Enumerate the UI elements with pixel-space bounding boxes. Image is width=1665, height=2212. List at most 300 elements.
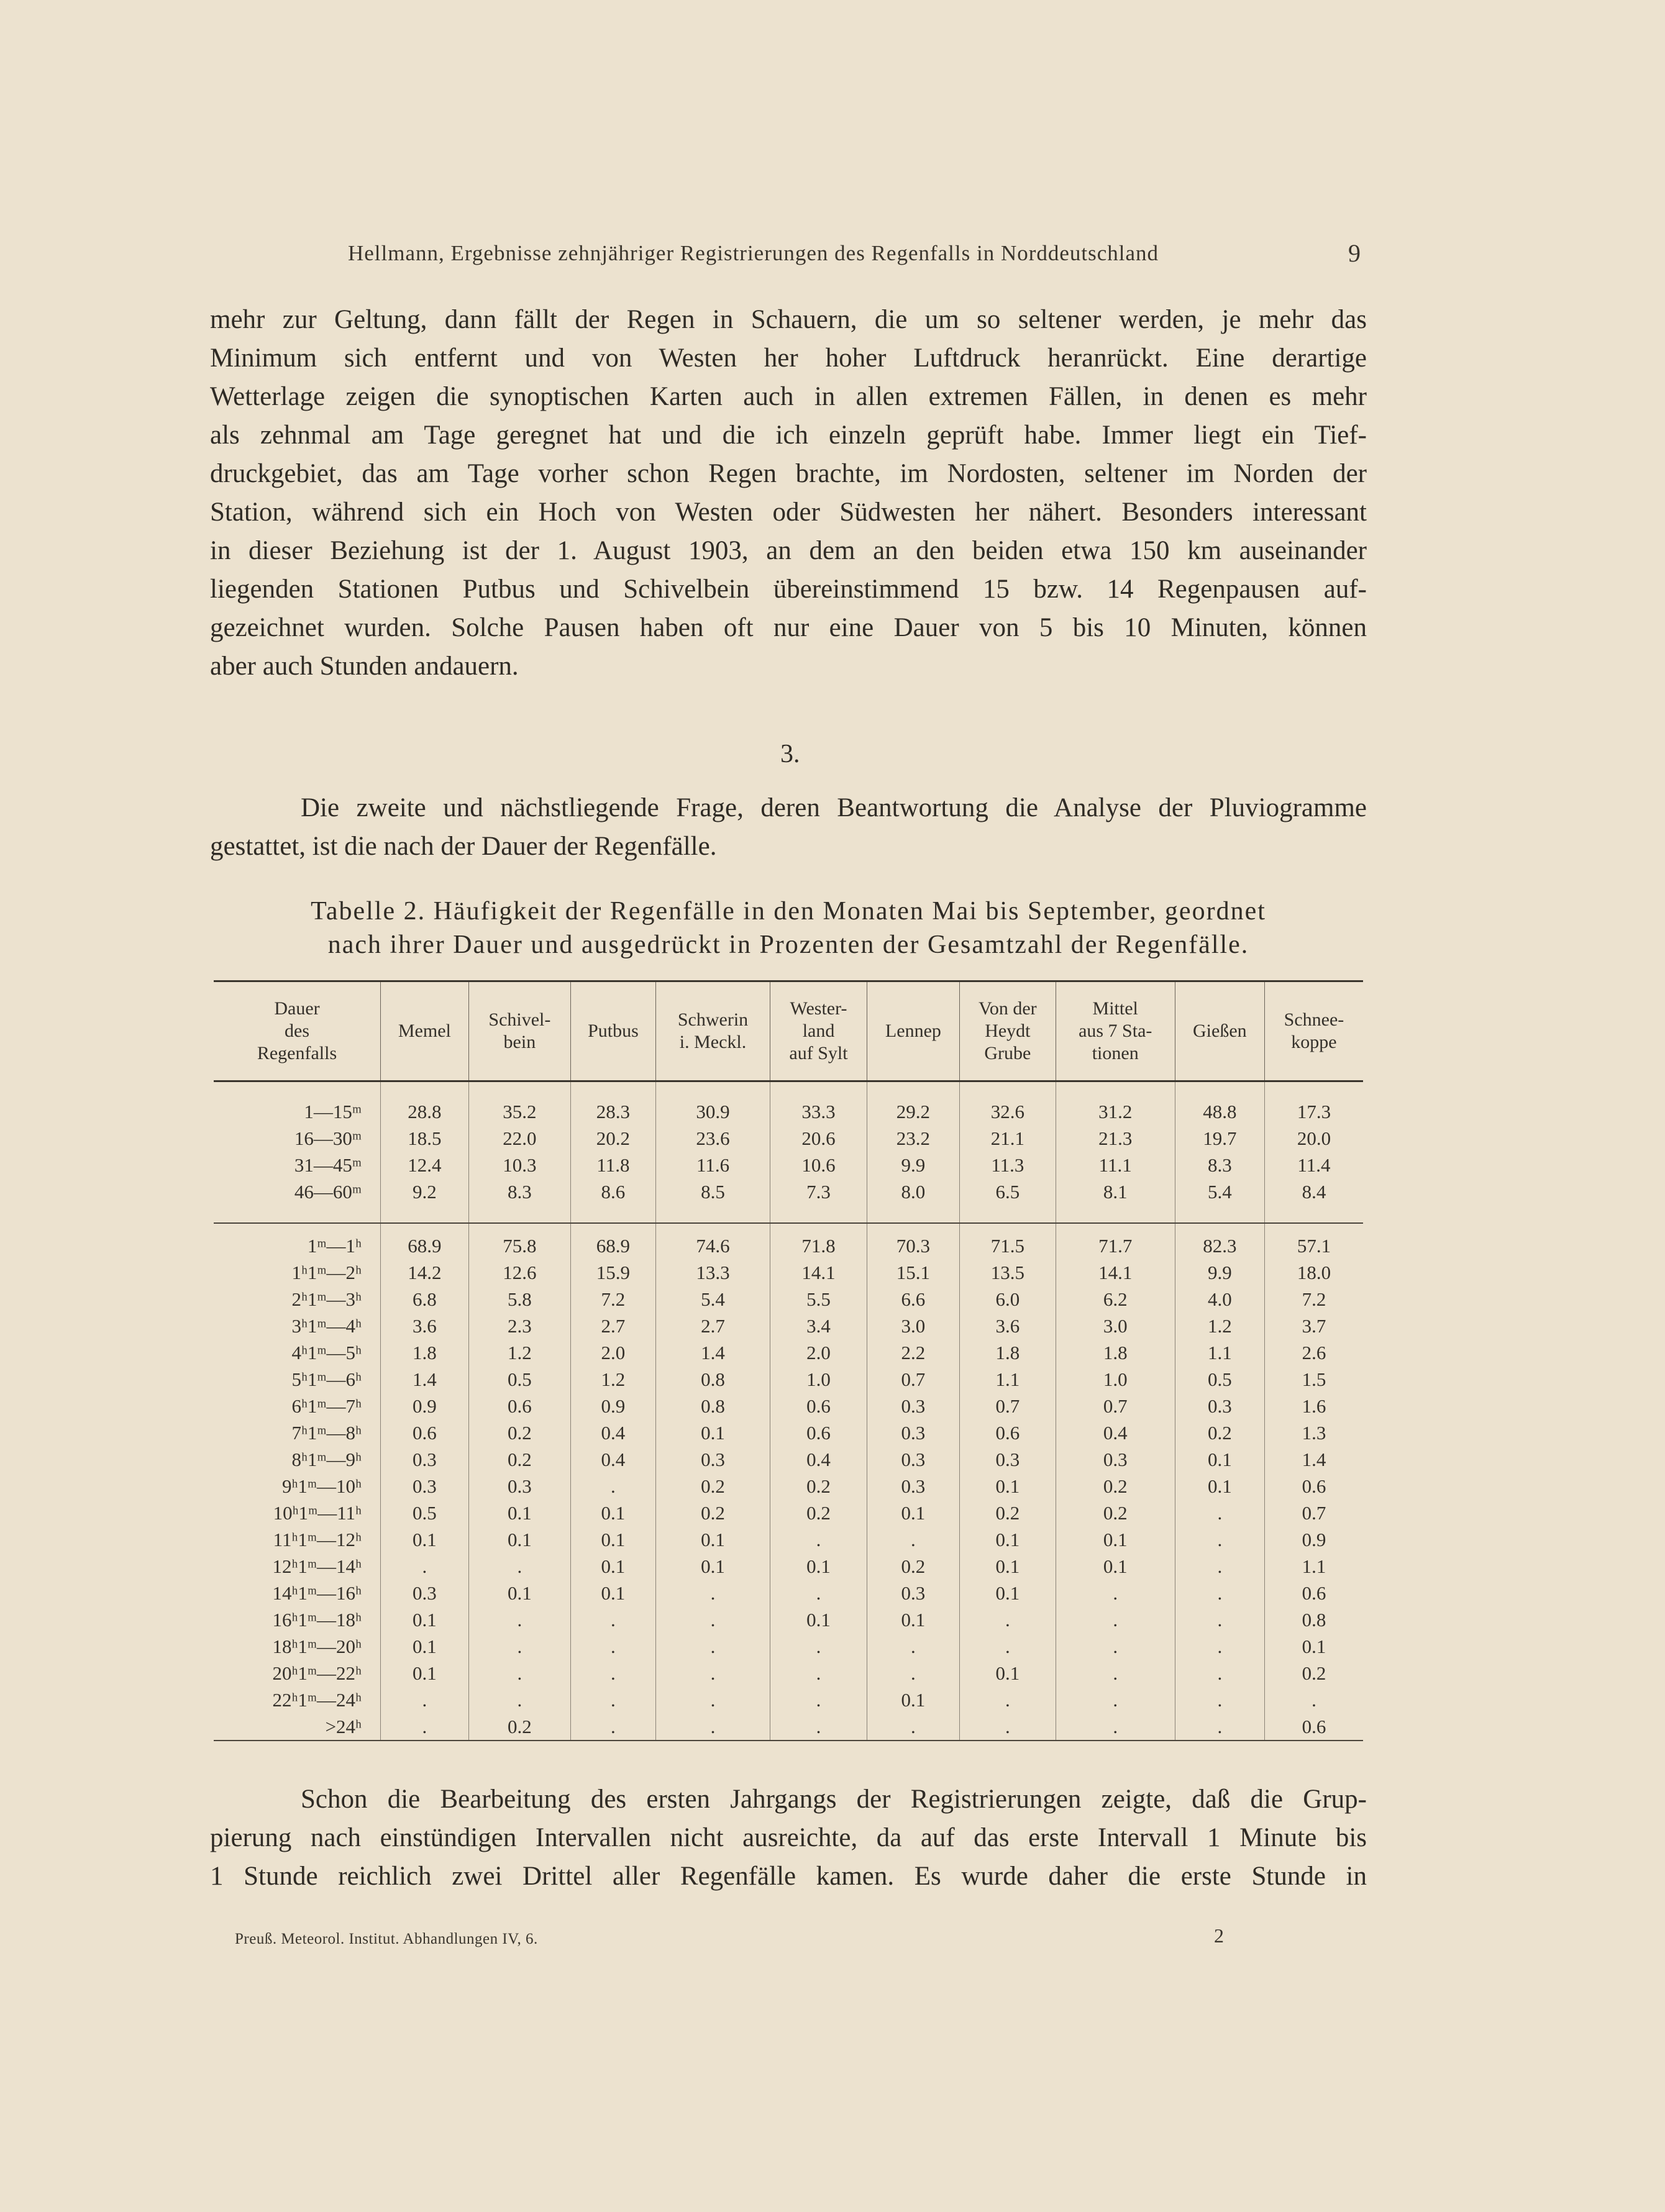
value-cell: 0.2 [1056,1500,1175,1526]
value-cell: 11.6 [655,1152,770,1178]
value-cell: 71.7 [1056,1232,1175,1259]
value-cell: 71.8 [770,1232,867,1259]
duration-cell: 11ʰ1ᵐ—12ʰ [273,1529,362,1550]
value-cell: 2.7 [571,1313,656,1339]
value-cell: 0.7 [867,1366,959,1393]
value-cell: 0.2 [770,1473,867,1500]
value-cell: 5.5 [770,1286,867,1313]
column-header-line: aus 7 Sta- [1079,1021,1152,1041]
section-number: 3. [780,740,800,768]
duration-cell: 7ʰ1ᵐ—8ʰ [291,1422,362,1444]
column-header-line: i. Meckl. [679,1032,747,1052]
value-cell: . [468,1633,570,1660]
value-cell: 0.1 [1175,1446,1264,1473]
value-cell: 0.9 [381,1393,469,1419]
paragraph-1 [210,301,1367,686]
duration-cell: 6ʰ1ᵐ—7ʰ [291,1395,362,1417]
table-row [214,1125,1363,1152]
value-cell: 23.2 [867,1125,959,1152]
table-row [214,1633,1363,1660]
column-header [960,981,1056,1081]
column-header-line: Grube [984,1043,1031,1063]
value-cell: 0.3 [381,1580,469,1606]
table-row [214,1286,1363,1313]
value-cell: . [960,1633,1056,1660]
duration-cell: >24ʰ [214,1713,381,1741]
value-cell: 0.1 [960,1526,1056,1553]
value-cell: 1.1 [1175,1339,1264,1366]
value-cell: 0.6 [770,1419,867,1446]
duration-cell: 12ʰ1ᵐ—14ʰ [272,1555,362,1577]
value-cell: 70.3 [867,1232,959,1259]
value-cell: 35.2 [468,1081,570,1126]
value-cell: 0.4 [770,1446,867,1473]
value-cell: 2.6 [1264,1339,1363,1366]
column-header-line: Putbus [588,1021,639,1041]
value-cell: 3.4 [770,1313,867,1339]
value-cell: 1.4 [655,1339,770,1366]
value-cell: 2.0 [770,1339,867,1366]
value-cell: . [571,1660,656,1686]
value-cell: 9.9 [867,1152,959,1178]
value-cell: 6.8 [381,1286,469,1313]
table-row [214,1081,1363,1126]
value-cell: 20.2 [571,1125,656,1152]
duration-cell: 16—30ᵐ [294,1127,362,1149]
value-cell: 0.3 [867,1580,959,1606]
value-cell: 0.3 [960,1446,1056,1473]
value-cell: 0.4 [1056,1419,1175,1446]
value-cell: . [1056,1686,1175,1713]
separator-cell [867,1223,959,1232]
text-line: gezeichnet wurden. Solche Pausen haben oft nur eine Dauer von 5 bis 10 Minuten, können [210,613,1367,642]
value-cell: 6.6 [867,1286,959,1313]
column-header-line: Mittel [1092,998,1138,1019]
value-cell: 3.6 [960,1313,1056,1339]
value-cell: 0.1 [867,1686,959,1713]
column-header [381,981,469,1081]
value-cell: 8.6 [571,1178,656,1205]
value-cell: . [867,1713,959,1741]
value-cell: 1.2 [1175,1313,1264,1339]
value-cell: 1.4 [381,1366,469,1393]
value-cell: 9.9 [1175,1259,1264,1286]
table-row [214,1713,1363,1741]
value-cell: 0.1 [770,1553,867,1580]
value-cell: 3.7 [1264,1313,1363,1339]
value-cell: 2.2 [867,1339,959,1366]
value-cell: 20.0 [1264,1125,1363,1152]
value-cell: 0.2 [468,1713,570,1741]
value-cell: 0.2 [1264,1660,1363,1686]
value-cell: . [1175,1606,1264,1633]
column-header-line: Von der [978,998,1037,1019]
table-row [214,1232,1363,1259]
value-cell: 0.1 [867,1500,959,1526]
value-cell: 0.1 [655,1419,770,1446]
table-row [214,1686,1363,1713]
text-line: in dieser Beziehung ist der 1. August 1903, an dem an den beiden etwa 150 km auseinander [210,536,1367,565]
duration-cell: 18ʰ1ᵐ—20ʰ [272,1636,362,1657]
value-cell: 1.5 [1264,1366,1363,1393]
value-cell: 0.1 [960,1580,1056,1606]
value-cell: . [571,1473,656,1500]
value-cell: 0.2 [960,1500,1056,1526]
value-cell: 5.8 [468,1286,570,1313]
value-cell: . [770,1686,867,1713]
table-separator [214,1205,1363,1223]
separator-cell [381,1223,469,1232]
value-cell: 31.2 [1056,1081,1175,1126]
table-row [214,1393,1363,1419]
value-cell: 0.7 [1056,1393,1175,1419]
table-row [214,1339,1363,1366]
value-cell: 0.8 [655,1393,770,1419]
value-cell: 0.3 [867,1393,959,1419]
value-cell: 0.1 [655,1526,770,1553]
value-cell: . [960,1713,1056,1741]
value-cell: . [1175,1553,1264,1580]
value-cell: . [655,1580,770,1606]
value-cell: 0.1 [867,1606,959,1633]
value-cell: 0.1 [381,1660,469,1686]
value-cell: 0.2 [770,1500,867,1526]
column-header-line: Regenfalls [257,1043,337,1063]
value-cell: 32.6 [960,1081,1056,1126]
value-cell: 0.2 [655,1500,770,1526]
value-cell: 0.9 [571,1393,656,1419]
value-cell: 3.0 [867,1313,959,1339]
column-header-line: Schnee- [1284,1009,1344,1030]
value-cell: 0.1 [960,1553,1056,1580]
table-row [214,1178,1363,1205]
value-cell: 2.0 [571,1339,656,1366]
value-cell: . [1175,1633,1264,1660]
text-line: Schon die Bearbeitung des ersten Jahrgangs der Registrierungen zeigte, daß die Grup- [301,1785,1367,1814]
value-cell: 0.1 [1264,1633,1363,1660]
column-header [1264,981,1363,1081]
column-header-line: Dauer [274,998,320,1019]
value-cell: 82.3 [1175,1232,1264,1259]
value-cell: 0.1 [381,1633,469,1660]
table-header-row [214,981,1363,1081]
value-cell: . [1175,1526,1264,1553]
value-cell: 3.6 [381,1313,469,1339]
value-cell: 19.7 [1175,1125,1264,1152]
value-cell: . [1056,1633,1175,1660]
value-cell: 1.8 [960,1339,1056,1366]
duration-cell: 20ʰ1ᵐ—22ʰ [272,1662,362,1684]
value-cell: . [770,1526,867,1553]
value-cell: 30.9 [655,1081,770,1126]
value-cell: 0.9 [1264,1526,1363,1553]
value-cell: 20.6 [770,1125,867,1152]
table-row [214,1419,1363,1446]
value-cell: 28.3 [571,1081,656,1126]
value-cell: 0.7 [1264,1500,1363,1526]
value-cell: . [960,1606,1056,1633]
value-cell: . [1264,1686,1363,1713]
table-row [214,1259,1363,1286]
value-cell: 0.3 [381,1446,469,1473]
value-cell: 1.2 [468,1339,570,1366]
value-cell: 8.3 [1175,1152,1264,1178]
value-cell: 28.8 [381,1081,469,1126]
value-cell: 14.1 [770,1259,867,1286]
value-cell: 7.3 [770,1178,867,1205]
separator-cell [468,1205,570,1223]
value-cell: . [867,1526,959,1553]
value-cell: 3.0 [1056,1313,1175,1339]
value-cell: 0.6 [960,1419,1056,1446]
value-cell: 2.3 [468,1313,570,1339]
value-cell: . [1056,1713,1175,1741]
paragraph-3 [210,1780,1367,1896]
column-header-line: Lennep [885,1021,941,1041]
value-cell: 0.4 [571,1419,656,1446]
value-cell: 33.3 [770,1081,867,1126]
value-cell: . [1056,1580,1175,1606]
value-cell: . [655,1686,770,1713]
separator-cell [1175,1205,1264,1223]
value-cell: 0.1 [571,1500,656,1526]
text-line: aber auch Stunden andauern. [210,652,519,681]
value-cell: 12.6 [468,1259,570,1286]
value-cell: 1.1 [960,1366,1056,1393]
value-cell: 8.4 [1264,1178,1363,1205]
value-cell: 0.1 [1175,1473,1264,1500]
table-row [214,1606,1363,1633]
column-header-line: bein [503,1032,536,1052]
running-header: Hellmann, Ergebnisse zehnjähriger Registrierungen des Regenfalls in Norddeutschland [348,241,1159,265]
value-cell: . [571,1713,656,1741]
duration-cell: 1—15ᵐ [304,1101,362,1122]
value-cell: 0.1 [1056,1526,1175,1553]
value-cell: 68.9 [571,1232,656,1259]
value-cell: 0.6 [468,1393,570,1419]
value-cell: . [1056,1606,1175,1633]
column-header-line: Heydt [985,1021,1031,1041]
value-cell: 71.5 [960,1232,1056,1259]
value-cell: 15.9 [571,1259,656,1286]
column-header-line: koppe [1291,1032,1337,1052]
column-header [770,981,867,1081]
duration-cell: 16ʰ1ᵐ—18ʰ [272,1609,362,1631]
value-cell: 11.8 [571,1152,656,1178]
value-cell: 6.2 [1056,1286,1175,1313]
value-cell: . [655,1633,770,1660]
value-cell: 0.6 [1264,1580,1363,1606]
separator-cell [1175,1223,1264,1232]
value-cell: 8.0 [867,1178,959,1205]
duration-cell: 10ʰ1ᵐ—11ʰ [273,1502,362,1524]
value-cell: 29.2 [867,1081,959,1126]
separator-cell [214,1223,381,1232]
value-cell: 1.8 [381,1339,469,1366]
text-line: mehr zur Geltung, dann fällt der Regen in Schauern, die um so seltener werden, je mehr das [210,305,1367,334]
value-cell: 1.6 [1264,1393,1363,1419]
value-cell: 8.5 [655,1178,770,1205]
duration-cell: 2ʰ1ᵐ—3ʰ [291,1288,362,1310]
value-cell: 48.8 [1175,1081,1264,1126]
text-line: als zehnmal am Tage geregnet hat und die ich einzeln geprüft habe. Immer liegt ein Tief- [210,421,1367,450]
value-cell: 23.6 [655,1125,770,1152]
value-cell: 0.1 [960,1660,1056,1686]
value-cell: 0.5 [1175,1366,1264,1393]
value-cell: . [770,1580,867,1606]
column-header-line: Schwerin [677,1009,749,1030]
separator-cell [1264,1223,1363,1232]
value-cell: 10.3 [468,1152,570,1178]
value-cell: 0.3 [867,1419,959,1446]
separator-cell [1264,1205,1363,1223]
signature-mark: 2 [1214,1924,1224,1947]
value-cell: 0.3 [655,1446,770,1473]
value-cell: 14.1 [1056,1259,1175,1286]
table-caption [210,894,1367,962]
text-line: 1 Stunde reichlich zwei Drittel aller Regenfälle kamen. Es wurde daher die erste Stunde in [210,1862,1367,1891]
value-cell: 13.3 [655,1259,770,1286]
duration-cell: 5ʰ1ᵐ—6ʰ [291,1368,362,1390]
duration-cell: 4ʰ1ᵐ—5ʰ [291,1342,362,1363]
column-header-line: Wester- [790,998,847,1019]
value-cell: 68.9 [381,1232,469,1259]
column-header [214,981,381,1081]
value-cell: 22.0 [468,1125,570,1152]
text-line: Station, während sich ein Hoch von Westen oder Südwesten her nähert. Besonders interessant [210,498,1367,527]
value-cell: 0.5 [468,1366,570,1393]
duration-cell: 3ʰ1ᵐ—4ʰ [291,1315,362,1337]
value-cell: 1.1 [1264,1553,1363,1580]
text-line: Wetterlage zeigen die synoptischen Karten auch in allen extremen Fällen, in denen es mehr [210,382,1367,411]
value-cell: 0.8 [655,1366,770,1393]
value-cell: 17.3 [1264,1081,1363,1126]
value-cell: 12.4 [381,1152,469,1178]
value-cell: 11.1 [1056,1152,1175,1178]
text-line: liegenden Stationen Putbus und Schivelbein übereinstimmend 15 bzw. 14 Regenpausen auf- [210,575,1367,604]
text-line: gestattet, ist die nach der Dauer der Regenfälle. [210,832,717,861]
value-cell: 0.1 [381,1606,469,1633]
column-header-line: Gießen [1193,1021,1247,1041]
value-cell: 57.1 [1264,1232,1363,1259]
value-cell: 21.1 [960,1125,1056,1152]
value-cell: 1.8 [1056,1339,1175,1366]
separator-cell [770,1223,867,1232]
value-cell: 0.6 [1264,1713,1363,1741]
column-header [571,981,656,1081]
value-cell: 4.0 [1175,1286,1264,1313]
value-cell: . [571,1606,656,1633]
column-header-line: des [285,1021,309,1041]
column-header-line: tionen [1092,1043,1139,1063]
value-cell: 18.0 [1264,1259,1363,1286]
value-cell: 0.1 [571,1553,656,1580]
column-header [468,981,570,1081]
separator-cell [1056,1205,1175,1223]
value-cell: . [468,1660,570,1686]
table-row [214,1526,1363,1553]
value-cell: 0.1 [960,1473,1056,1500]
value-cell: 18.5 [381,1125,469,1152]
value-cell: 21.3 [1056,1125,1175,1152]
value-cell: 0.1 [770,1606,867,1633]
value-cell: . [1175,1686,1264,1713]
value-cell: 0.1 [468,1526,570,1553]
column-header [655,981,770,1081]
value-cell: . [381,1553,469,1580]
value-cell: 0.3 [468,1473,570,1500]
value-cell: 0.1 [468,1500,570,1526]
value-cell: 7.2 [571,1286,656,1313]
value-cell: 6.5 [960,1178,1056,1205]
table-row [214,1313,1363,1339]
column-header-line: land [802,1021,835,1041]
table-separator [214,1223,1363,1232]
value-cell: 0.3 [1056,1446,1175,1473]
value-cell: . [381,1686,469,1713]
paragraph-2 [210,789,1367,866]
value-cell: . [655,1660,770,1686]
column-header-line: auf Sylt [789,1043,848,1063]
value-cell: 7.2 [1264,1286,1363,1313]
value-cell: . [960,1686,1056,1713]
value-cell: 75.8 [468,1232,570,1259]
value-cell: 1.3 [1264,1419,1363,1446]
value-cell: 0.3 [867,1473,959,1500]
value-cell: 0.2 [867,1553,959,1580]
value-cell: 0.3 [867,1446,959,1473]
value-cell: 0.2 [468,1446,570,1473]
value-cell: 11.4 [1264,1152,1363,1178]
duration-cell: 1ᵐ—1ʰ [307,1235,362,1257]
caption-line: nach ihrer Dauer und ausgedrückt in Prozenten der Gesamtzahl der Regenfälle. [327,931,1249,959]
separator-cell [867,1205,959,1223]
text-line: Die zweite und nächstliegende Frage, deren Beantwortung die Analyse der Pluviogramme [301,793,1367,822]
separator-cell [655,1223,770,1232]
value-cell: 0.6 [1264,1473,1363,1500]
value-cell: . [468,1606,570,1633]
value-cell: 0.3 [1175,1393,1264,1419]
table-row [214,1660,1363,1686]
duration-cell: 9ʰ1ᵐ—10ʰ [281,1475,362,1497]
value-cell: . [468,1686,570,1713]
value-cell: 1.2 [571,1366,656,1393]
duration-cell: 31—45ᵐ [294,1154,362,1176]
value-cell: 0.1 [468,1580,570,1606]
table-row [214,1473,1363,1500]
value-cell: . [770,1660,867,1686]
value-cell: 0.1 [655,1553,770,1580]
value-cell: 0.5 [381,1500,469,1526]
value-cell: . [770,1633,867,1660]
separator-cell [571,1223,656,1232]
value-cell: . [867,1633,959,1660]
table-row [214,1553,1363,1580]
table-row [214,1580,1363,1606]
value-cell: 0.2 [655,1473,770,1500]
value-cell: 0.8 [1264,1606,1363,1633]
value-cell: 0.1 [381,1526,469,1553]
value-cell: 0.1 [571,1526,656,1553]
value-cell: 9.2 [381,1178,469,1205]
value-cell: . [571,1633,656,1660]
value-cell: 2.7 [655,1313,770,1339]
value-cell: 10.6 [770,1152,867,1178]
duration-cell: 14ʰ1ᵐ—16ʰ [272,1582,362,1604]
value-cell: 0.3 [381,1473,469,1500]
value-cell: 74.6 [655,1232,770,1259]
value-cell: 15.1 [867,1259,959,1286]
